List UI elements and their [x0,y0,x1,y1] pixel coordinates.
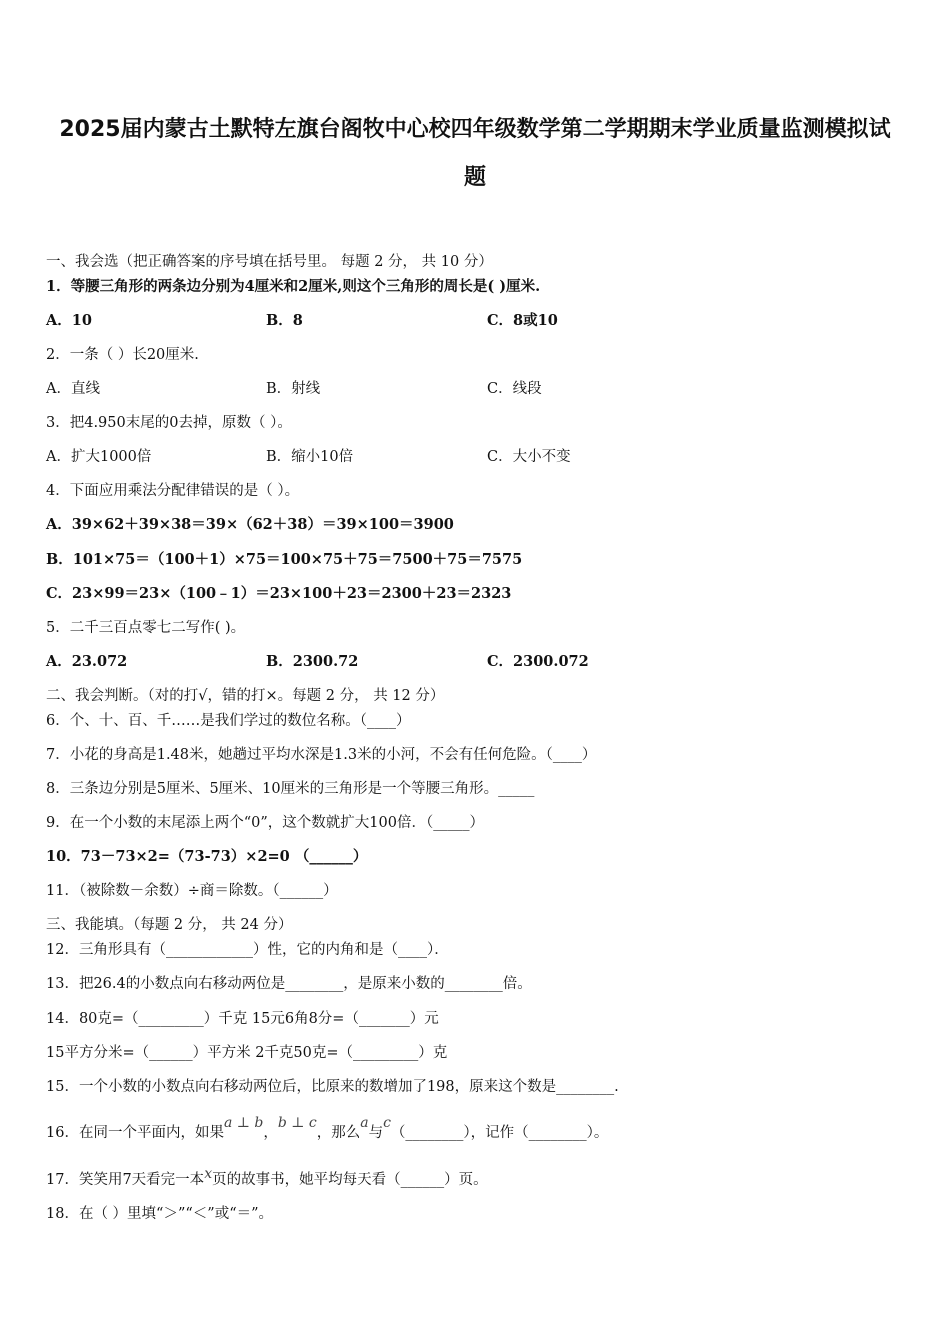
q2-option-c: C．线段 [487,381,542,397]
q16-text-5: （________），记作（________）。 [390,1125,609,1141]
q2-option-a: A．直线 [46,381,100,397]
q5-option-b: B．2300.72 [266,653,359,670]
exam-title-cont: 题 [463,165,486,190]
q14-line2: 15平方分米=（______）平方米 2千克50克=（_________）克 [46,1045,448,1061]
q16-text-4: 与 [368,1125,384,1141]
q4-option-b: B．101×75＝（100＋1）×75＝100×75＋75＝7500＋75＝7575 [46,551,523,568]
q2-option-b: B．射线 [266,381,321,397]
q17-math-x: x [204,1166,213,1182]
q13: 13．把26.4的小数点向右移动两位是________，是原来小数的________倍。 [46,976,532,992]
q4-option-c: C．23×99＝23×（100﹣1）＝23×100＋23＝2300＋23＝2323 [46,585,512,602]
q16-math-a-perp-b: a ⊥ b [223,1115,264,1131]
q17-text-1: 17．笑笑用7天看完一本 [46,1172,205,1188]
q1-option-a: A．10 [46,312,92,329]
q12: 12．三角形具有（____________）性，它的内角和是（____）． [46,942,449,958]
q16-math-c: c [383,1115,391,1131]
q5-stem: 5．二千三百点零七二写作( )。 [46,620,246,636]
q5-option-a: A．23.072 [46,653,128,670]
exam-title: 2025届内蒙古土默特左旗台阁牧中心校四年级数学第二学期期末学业质量监测模拟试 [59,117,891,142]
q11: 11．（被除数－余数）÷商＝除数。（______） [46,883,338,899]
q4-stem: 4．下面应用乘法分配律错误的是（ ）。 [46,483,300,499]
q3-option-b: B．缩小10倍 [266,449,354,465]
q3-option-a: A．扩大1000倍 [46,449,152,465]
q6: 6．个、十、百、千……是我们学过的数位名称。（____） [46,713,411,729]
q17 [46,1166,488,1190]
q8: 8．三条边分别是5厘米、5厘米、10厘米的三角形是一个等腰三角形。_____ [46,781,535,797]
q16-math-b-perp-c: b ⊥ c [277,1115,317,1131]
q9: 9．在一个小数的末尾添上两个“0”，这个数就扩大100倍．（_____） [46,815,484,831]
q1-option-b: B．8 [266,312,303,329]
q7: 7．小花的身高是1.48米，她趟过平均水深是1.3米的小河，不会有任何危险。（____） [46,747,597,763]
q3-stem: 3．把4.950末尾的0去掉，原数（ ）。 [46,415,292,431]
q17-text-2: 页的故事书，她平均每天看（______）页。 [212,1172,488,1188]
q2-stem: 2．一条（ ）长20厘米. [46,347,199,363]
q4-option-a: A．39×62＋39×38＝39×（62＋38）＝39×100＝3900 [46,516,454,533]
q16-text-2: ， [263,1125,278,1141]
q3-option-c: C．大小不变 [487,449,571,465]
q15: 15．一个小数的小数点向右移动两位后，比原来的数增加了198，原来这个数是________. [46,1079,619,1095]
section3-heading: 三、我能填。（每题 2 分， 共 24 分） [46,917,293,933]
section2-heading: 二、我会判断。（对的打√，错的打×。每题 2 分， 共 12 分） [46,688,445,704]
q16 [46,1115,609,1143]
q16-text-3: ，那么 [316,1125,361,1141]
q14-line1: 14．80克=（_________）千克 15元6角8分=（_______）元 [46,1011,439,1027]
q16-text-1: 16．在同一个平面内，如果 [46,1125,224,1141]
q18: 18．在（ ）里填“＞”“＜”或“＝”。 [46,1206,274,1222]
section1-heading: 一、我会选（把正确答案的序号填在括号里。 每题 2 分， 共 10 分） [46,254,493,270]
q16-math-a: a [360,1115,369,1131]
q1-option-c: C．8或10 [487,312,558,329]
q10: 10．73－73×2=（73-73）×2=0 （______） [46,848,368,865]
q1-stem: 1．等腰三角形的两条边分别为4厘米和2厘米,则这个三角形的周长是( )厘米. [46,278,541,295]
q5-option-c: C．2300.072 [487,653,589,670]
